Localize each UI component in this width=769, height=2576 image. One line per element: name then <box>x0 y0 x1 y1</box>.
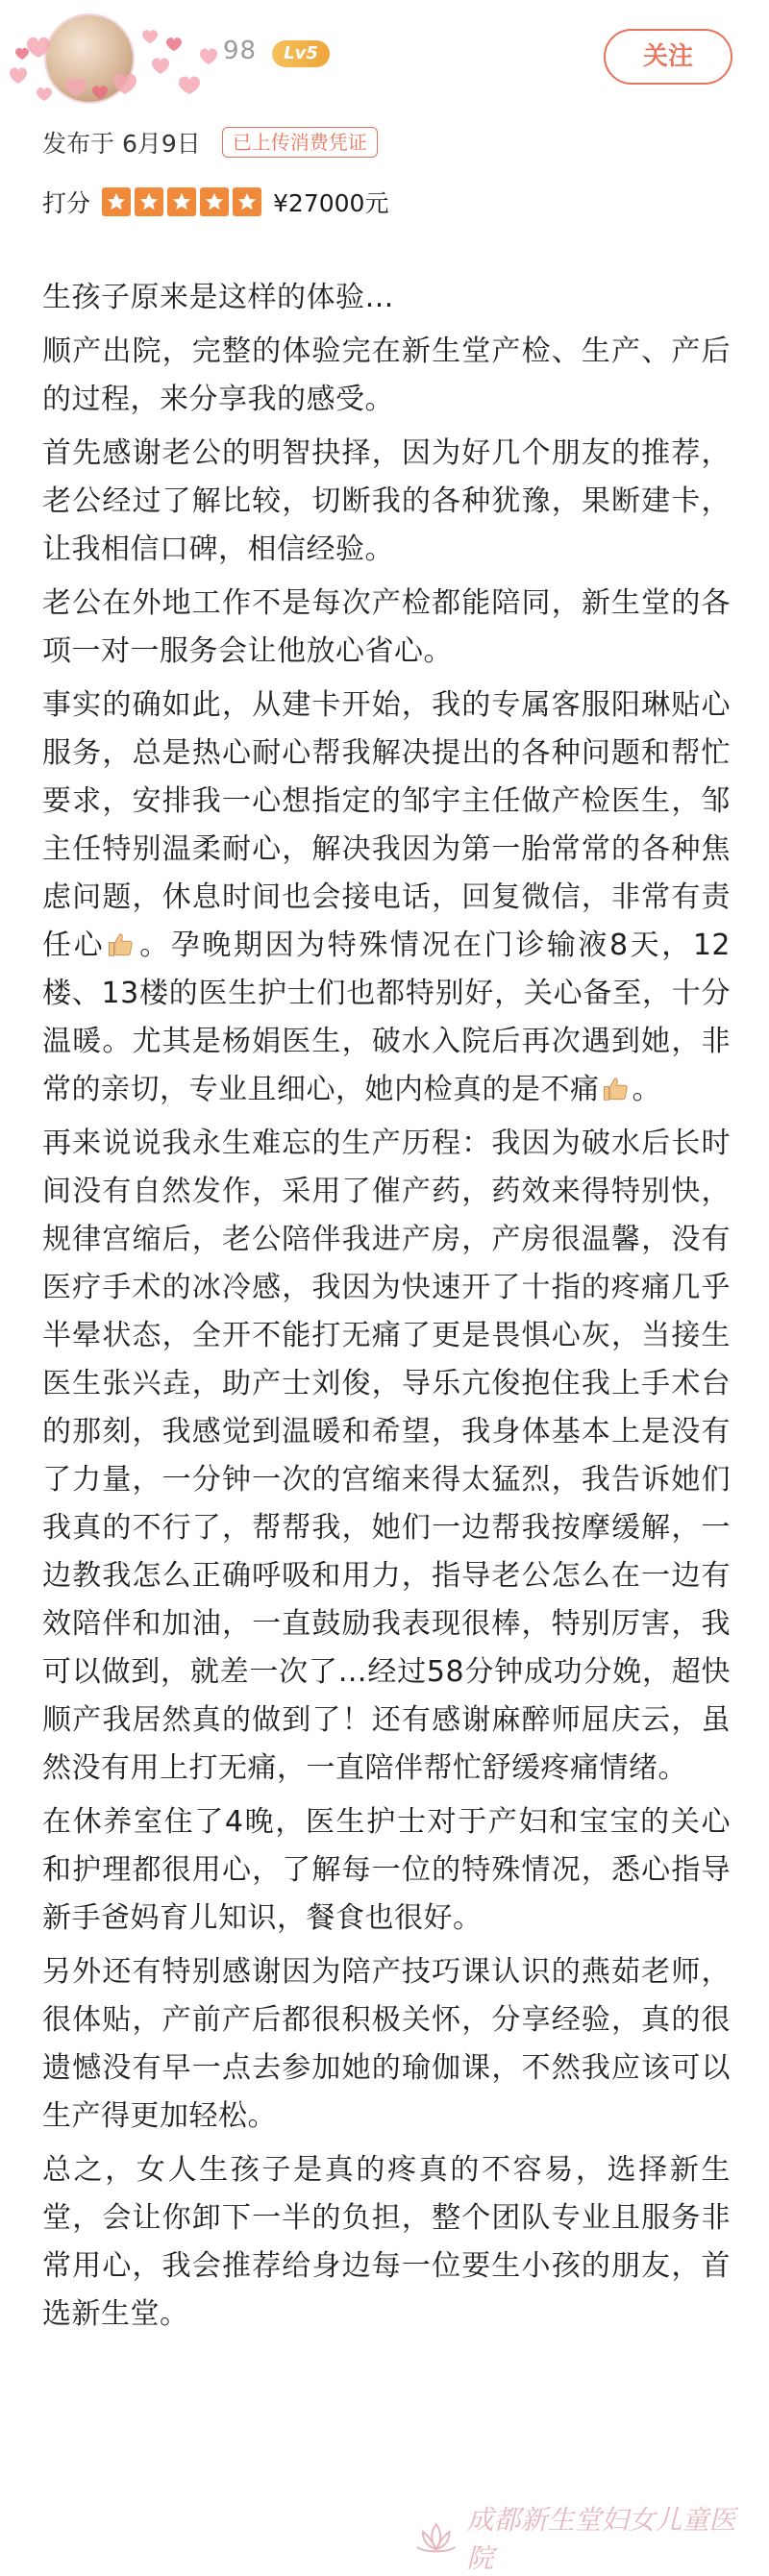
review-content <box>42 274 731 2339</box>
rating-label: 打分 <box>42 189 91 217</box>
star-icon <box>102 187 131 216</box>
username[interactable]: 98 <box>223 37 258 65</box>
star-icon <box>233 187 261 216</box>
star-icon <box>200 187 229 216</box>
review-text: 。 <box>632 1073 661 1106</box>
review-text: 。孕晚期因为特殊情况在门诊输液8天，12楼、13楼的医生护士们也都特别好，关心备至，十分温暖。尤其是杨娟医生，破水入院后再次遇到她，非常的亲切，专业且细心，她内检真的是不痛 <box>42 929 732 1106</box>
review-paragraph: 总之，女人生孩子是真的疼真的不容易，选择新生堂，会让你卸下一半的负担，整个团队专业且服务非常用心，我会推荐给身边每一位要生小孩的朋友，首选新生堂。 <box>42 2153 731 2331</box>
review-paragraph: 首先感谢老公的明智抉择，因为好几个朋友的推荐，老公经过了解比较，切断我的各种犹豫，果断建卡，让我相信口碑，相信经验。 <box>42 436 731 566</box>
follow-button[interactable]: 关注 <box>604 29 732 85</box>
hospital-watermark <box>413 2504 759 2574</box>
star-icon <box>167 187 196 216</box>
star-icon <box>135 187 163 216</box>
review-header <box>0 0 769 115</box>
lotus-logo-icon <box>413 2518 459 2557</box>
review-text: 事实的确如此，从建卡开始，我的专属客服阳琳贴心服务，总是热心耐心帮我解决提出的各种问题和帮忙要求，安排我一心想指定的邹宇主任做产检医生，邹主任特别温柔耐心，解决我因为第一胎常常的各种焦虑问题，休息时间也会接电话，回复微信，非常有责任心 <box>42 688 731 962</box>
watermark-text: 成都新生堂妇女儿童医院 <box>466 2504 736 2574</box>
rating-row <box>42 185 388 219</box>
star-rating <box>102 187 261 216</box>
review-paragraph: 再来说说我永生难忘的生产历程：我因为破水后长时间没有自然发作，采用了催产药，药效来得特别快，规律宫缩后，老公陪伴我进产房，产房很温馨，没有医疗手术的冰冷感，我因为快速开了十指的疼痛几乎半晕状态，全开不能打无痛了更是畏惧心灰，当接生医生张兴垚，助产士刘俊，导乐亢俊抱住我上手术台的那刻，我感觉到温暖和希望，我身体基本上是没有了力量，一分钟一次的宫缩来得太猛烈，我告诉她们我真的不行了，帮帮我，她们一边帮我按摩缓解，一边教我怎么正确呼吸和用力，指导老公怎么在一边有效陪伴和加油，一直鼓励我表现很棒，特别厉害，我可以做到，就差一次了…经过58分钟成功分娩，超快顺产我居然真的做到了！还有感谢麻醉师屈庆云，虽然没有用上打无痛，一直陪伴帮忙舒缓疼痛情绪。 <box>42 1127 731 1785</box>
publish-info <box>42 125 378 160</box>
review-paragraph: 老公在外地工作不是每次产检都能陪同，新生堂的各项一对一服务会让他放心省心。 <box>42 586 731 668</box>
user-profile[interactable] <box>8 6 229 92</box>
review-paragraph: 另外还有特别感谢因为陪产技巧课认识的燕茹老师，很体贴，产前产后都很积极关怀，分享经验，真的很遗憾没有早一点去参加她的瑜伽课，不然我应该可以生产得更加轻松。 <box>42 1955 731 2133</box>
voucher-badge: 已上传消费凭证 <box>222 127 378 158</box>
review-paragraph <box>42 681 731 1114</box>
avatar[interactable] <box>46 15 133 102</box>
thumbs-up-icon <box>602 1075 631 1103</box>
price: ¥27000元 <box>273 189 389 217</box>
publish-date: 发布于 6月9日 <box>42 130 201 158</box>
level-badge: Lv5 <box>272 40 330 67</box>
review-paragraph: 顺产出院，完整的体验完在新生堂产检、生产、产后的过程，来分享我的感受。 <box>42 334 731 416</box>
thumbs-up-icon <box>107 930 136 959</box>
review-paragraph: 在休养室住了4晚，医生护士对于产妇和宝宝的关心和护理都很用心，了解每一位的特殊情况，悉心指导新手爸妈育儿知识，餐食也很好。 <box>42 1805 731 1935</box>
review-paragraph: 生孩子原来是这样的体验… <box>42 281 394 314</box>
